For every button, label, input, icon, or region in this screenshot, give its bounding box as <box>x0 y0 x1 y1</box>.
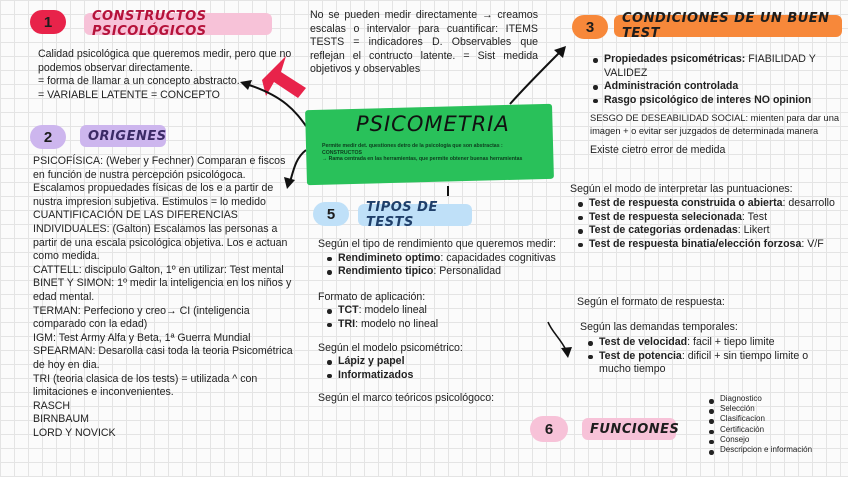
section-1-title: CONSTRUCTOS PSICOLÓGICOS <box>84 13 272 35</box>
test-type-item: Test de respuesta selecionada: Test <box>575 211 837 225</box>
origin-line: BIRNBAUM <box>33 413 89 426</box>
function-item: Clasificacion <box>706 414 844 424</box>
function-item: Certificación <box>706 425 844 435</box>
central-subtitle-line: → Rama centrada en las herramientas, que permite obtener buenas herramientas <box>322 156 523 163</box>
origin-line: IGM: Test Army Alfa y Beta, 1ª Guerra Mundial <box>33 331 251 344</box>
central-subtitle <box>322 143 544 163</box>
section-5-body <box>318 238 568 406</box>
origin-line: CUANTIFICACIÓN DE LAS DIFERENCIAS INDIVIDUALES: (Galton) Escalamos las personas a partir de una escala psicológica objetiva. Los e actuan como medida. <box>33 209 288 263</box>
origin-line: BINET Y SIMON: 1º medir la inteligencia en los niños y edad mental. <box>33 277 292 303</box>
time-demands-list <box>585 336 840 377</box>
function-item: Diagnostico <box>706 394 844 404</box>
section-5-number: 5 <box>313 202 349 226</box>
section-1-line: Calidad psicológica que queremos medir, pero que no podemos observar directamente. <box>38 48 292 74</box>
social-desirability-note: SESGO DE DESEABILIDAD SOCIAL: mienten para dar una imagen + o evitar ser juzgados de determinada manera <box>590 113 840 136</box>
section-3-body <box>590 53 842 107</box>
section-3-title: CONDICIONES DE UN BUEN TEST <box>614 15 842 37</box>
test-type-item: Test de respuesta construida o abierta: desarrollo <box>575 197 837 211</box>
interpretation-intro: Según el modo de interpretar las puntuaciones: <box>570 183 793 195</box>
measurement-error-note: Existe cietro error de medida <box>590 144 726 156</box>
time-test-item: Test de velocidad: facil + tiepo limite <box>585 336 840 350</box>
performance-item: Rendimiento tipico: Personalidad <box>324 265 568 279</box>
section-2-number: 2 <box>30 125 66 149</box>
time-test-item: Test de potencia: dificil + sin tiempo limite o mucho tiempo <box>585 350 840 377</box>
test-type-item: Test de respuesta binatia/elección forzosa: V/F <box>575 238 837 252</box>
origin-line: RASCH <box>33 399 71 412</box>
function-item: Selección <box>706 404 844 414</box>
section-6-title: FUNCIONES <box>582 418 676 440</box>
origin-line: LORD Y NOVICK <box>33 426 116 439</box>
section-1-body <box>38 48 300 102</box>
interpretation-list <box>575 197 837 251</box>
section-2-body <box>33 155 295 440</box>
origin-line: CATTELL: discipulo Galton, 1º en utilizar: Test mental <box>33 263 284 276</box>
test-type-item: Test de categorias ordenadas: Likert <box>575 224 837 238</box>
functions-list <box>706 394 844 455</box>
condition-item: Administración controlada <box>590 80 842 94</box>
origin-line: TRI (teoria clasica de los tests) = utilizada ^ con limitaciones e inconvenientes. <box>33 372 258 399</box>
section-5-title: TIPOS DE TESTS <box>358 204 472 226</box>
section-1-line: = forma de llamar a un concepto abstracto. <box>38 75 240 88</box>
section-3-number: 3 <box>572 15 608 39</box>
time-demands-intro: Según las demandas temporales: <box>580 321 738 333</box>
function-item: Descripcion e información <box>706 445 844 455</box>
section-6-number: 6 <box>530 416 568 442</box>
theory-intro: Según el marco teóricos psicológoco: <box>318 392 495 405</box>
origin-line: Escalamos propuedades físicas de los e a partir de nustra impresion subjetiva. Estimulos = lo medido <box>33 182 274 208</box>
response-format-note: Según el formato de respuesta: <box>577 296 725 308</box>
section-2-title: ORIGENES <box>80 125 166 147</box>
application-item: TCT: modelo lineal <box>324 304 568 318</box>
central-title: PSICOMETRIA <box>356 112 510 136</box>
function-item: Consejo <box>706 435 844 445</box>
condition-item: Propiedades psicométricas: FIABILIDAD Y VALIDEZ <box>590 53 842 80</box>
performance-item: Rendimineto optimo: capacidades cognitivas <box>324 252 568 266</box>
performance-intro: Según el tipo de rendimiento que queremos medir: <box>318 238 556 250</box>
central-subtitle-line: Permite medir det. questiones detro de la psicología que son abstractas : CONSTRUCTOS <box>322 143 503 156</box>
origin-line: SPEARMAN: Desarolla casi toda la teoria Psicométrica de hoy en dia. <box>33 345 293 371</box>
application-item: TRI: modelo no lineal <box>324 318 568 332</box>
application-intro: Formato de aplicación: <box>318 290 426 303</box>
section-1-number: 1 <box>30 10 66 34</box>
model-intro: Según el modelo psicométrico: <box>318 341 463 354</box>
constructs-measurement-note: No se pueden medir directamente → creamos escalas o intervalor para cuantificar: ITEMS TESTS = indicadores D. Observables que reflejan el contructo latente. = Sist medida objetivos y observables <box>310 9 538 76</box>
section-1-line: = VARIABLE LATENTE = CONCEPTO <box>38 88 220 101</box>
origin-line: PSICOFÍSICA: (Weber y Fechner) Comparan e fiscos en función de nustra percepción psicológoca. <box>33 155 286 181</box>
condition-item: Rasgo psicológico de interes NO opinion <box>590 94 842 108</box>
model-item: Informatizados <box>324 369 568 383</box>
model-item: Lápiz y papel <box>324 355 568 369</box>
origin-line: TERMAN: Perfeciono y creo→ CI (inteligencia comparado con la edad) <box>33 304 250 331</box>
